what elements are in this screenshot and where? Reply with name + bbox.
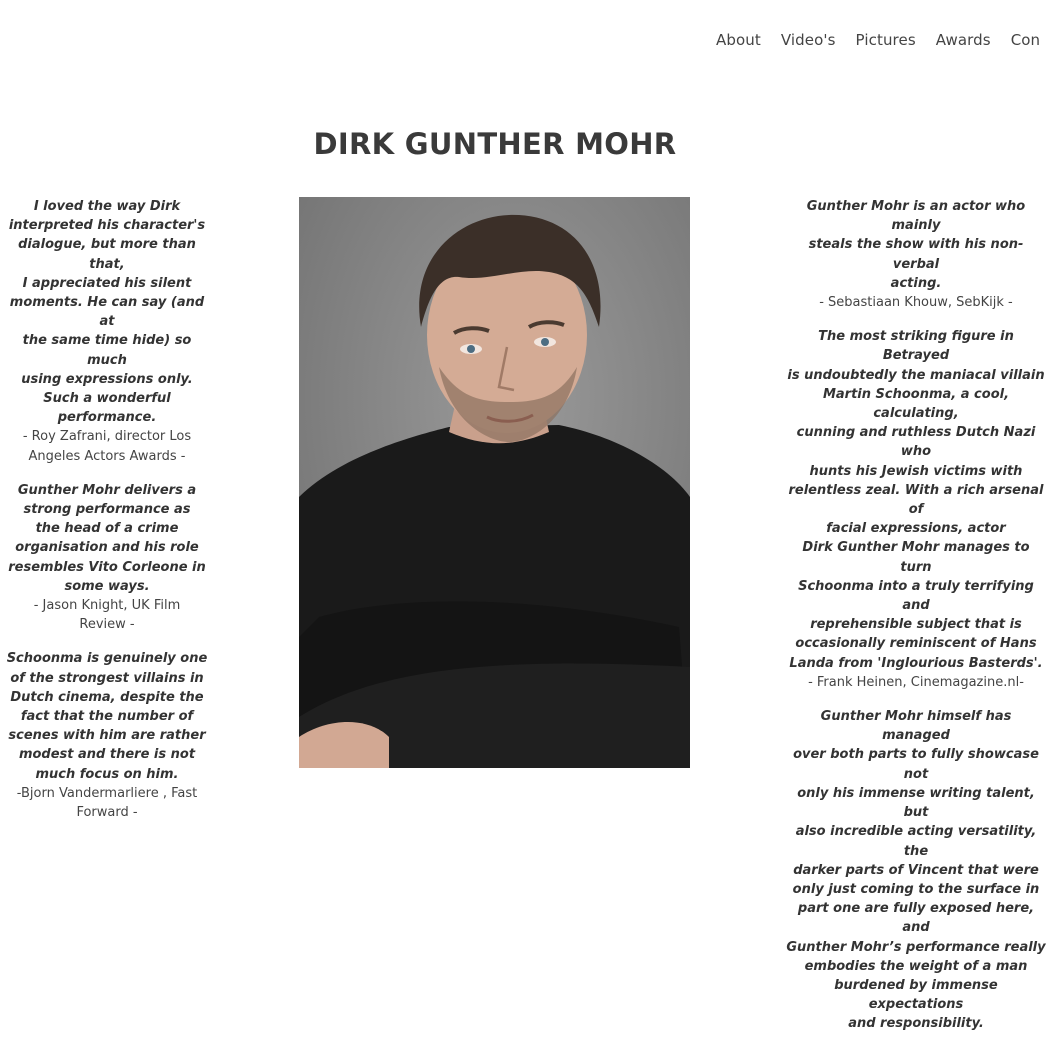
quote-line: embodies the weight of a man [804, 958, 1028, 974]
quote-source-line: - Jason Knight, UK Film [33, 598, 181, 614]
review-quote [786, 707, 1046, 1033]
nav-link-pictures[interactable]: Pictures [855, 31, 916, 49]
quote-line: Martin Schoonma, a cool, calculating, [822, 386, 1010, 422]
nav-link-videos[interactable]: Video's [780, 31, 836, 49]
quote-line: interpreted his character's [8, 218, 206, 234]
quote-line: only his immense writing talent, but [797, 785, 1035, 821]
quote-line: Schoonma into a truly terrifying and [798, 578, 1034, 614]
nav-link-awards[interactable]: Awards [935, 31, 991, 49]
review-quote [4, 649, 210, 822]
quote-line: Landa from 'Inglourious Basterds'. [789, 655, 1043, 671]
quote-line: much focus on him. [35, 766, 179, 782]
quote-line: Dirk Gunther Mohr manages to turn [802, 540, 1030, 575]
right-quotes-column [786, 197, 1046, 1049]
quote-line: burdened by immense expectations [834, 977, 998, 1013]
quote-line: part one are fully exposed here, and [797, 901, 1035, 936]
quote-line: Gunther Mohr is an actor who mainly [806, 199, 1026, 234]
quote-text [786, 707, 1046, 1033]
quote-line: and responsibility. [848, 1016, 984, 1032]
quote-line: fact that the number of [20, 709, 194, 725]
left-quotes-column [4, 197, 210, 837]
quote-source-line: Review - [79, 617, 135, 633]
quote-text [786, 197, 1046, 293]
actor-portrait-photo [299, 197, 690, 768]
quote-source [786, 293, 1046, 312]
quote-line: relentless zeal. With a rich arsenal of [788, 482, 1044, 518]
quote-source-line: - Roy Zafrani, director Los [22, 429, 192, 445]
quote-line: resembles Vito Corleone in [8, 559, 206, 575]
quote-line: acting. [890, 275, 942, 291]
top-nav [716, 31, 1060, 49]
quote-line: steals the show with his non-verbal [808, 237, 1024, 272]
review-quote [786, 327, 1046, 692]
page-title: DIRK GUNTHER MOHR [313, 127, 677, 161]
quote-line: hunts his Jewish victims with [809, 463, 1023, 479]
quote-line: modest and there is not [18, 747, 196, 763]
quote-line: I loved the way Dirk [33, 199, 181, 214]
quote-text [4, 197, 210, 427]
review-quote [4, 481, 210, 635]
quote-line: occasionally reminiscent of Hans [795, 636, 1037, 652]
quote-line: Gunther Mohr himself has managed [820, 709, 1012, 744]
quote-line: organisation and his role [15, 540, 199, 556]
quote-line: also incredible acting versatility, the [795, 824, 1037, 859]
quote-text [4, 649, 210, 783]
quote-line: facial expressions, actor [826, 521, 1006, 537]
quote-line: using expressions only. [21, 371, 193, 387]
nav-link-about[interactable]: About [716, 31, 761, 49]
quote-line: Gunther Mohr delivers a [17, 482, 197, 498]
quote-source [4, 596, 210, 634]
nav-link-contact[interactable]: Con [1010, 31, 1041, 49]
quote-source [786, 673, 1046, 692]
quote-line: reprehensible subject that is [810, 617, 1022, 633]
quote-line: I appreciated his silent [22, 275, 192, 291]
quote-line: over both parts to fully showcase not [793, 747, 1039, 782]
quote-line: of the strongest villains in [10, 670, 204, 686]
quote-line: is undoubtedly the maniacal villain [787, 367, 1045, 383]
quote-source-line: Forward - [76, 805, 138, 821]
quote-line: cunning and ruthless Dutch Nazi who [796, 425, 1036, 460]
quote-source [4, 784, 210, 822]
quote-line: the head of a crime [35, 521, 179, 537]
quote-line: strong performance as [23, 502, 191, 518]
quote-line: Schoonma is genuinely one [6, 651, 208, 667]
quote-line: performance. [57, 410, 157, 426]
quote-line: Dutch cinema, despite the [10, 689, 204, 705]
quote-line: Such a wonderful [43, 391, 171, 407]
quote-line: scenes with him are rather [8, 728, 206, 744]
quote-line: some ways. [64, 578, 150, 594]
quote-text [786, 327, 1046, 673]
quote-line: darker parts of Vincent that were [793, 862, 1039, 878]
quote-line: moments. He can say (and at [9, 295, 205, 330]
quote-line: Gunther Mohr’s performance really [786, 939, 1046, 955]
quote-line: only just coming to the surface in [792, 881, 1040, 897]
review-quote [4, 197, 210, 466]
quote-line: The most striking figure in Betrayed [818, 329, 1014, 364]
quote-source [4, 427, 210, 465]
quote-source-line: - Frank Heinen, Cinemagazine.nl- [808, 674, 1024, 690]
quote-source-line: - Sebastiaan Khouw, SebKijk - [819, 295, 1013, 311]
quote-source-line: -Bjorn Vandermarliere , Fast [16, 785, 198, 801]
quote-source-line: Angeles Actors Awards - [28, 448, 186, 464]
quote-text [4, 481, 210, 596]
quote-line: dialogue, but more than that, [18, 237, 196, 272]
quote-line: the same time hide) so much [22, 333, 192, 368]
review-quote [786, 197, 1046, 312]
